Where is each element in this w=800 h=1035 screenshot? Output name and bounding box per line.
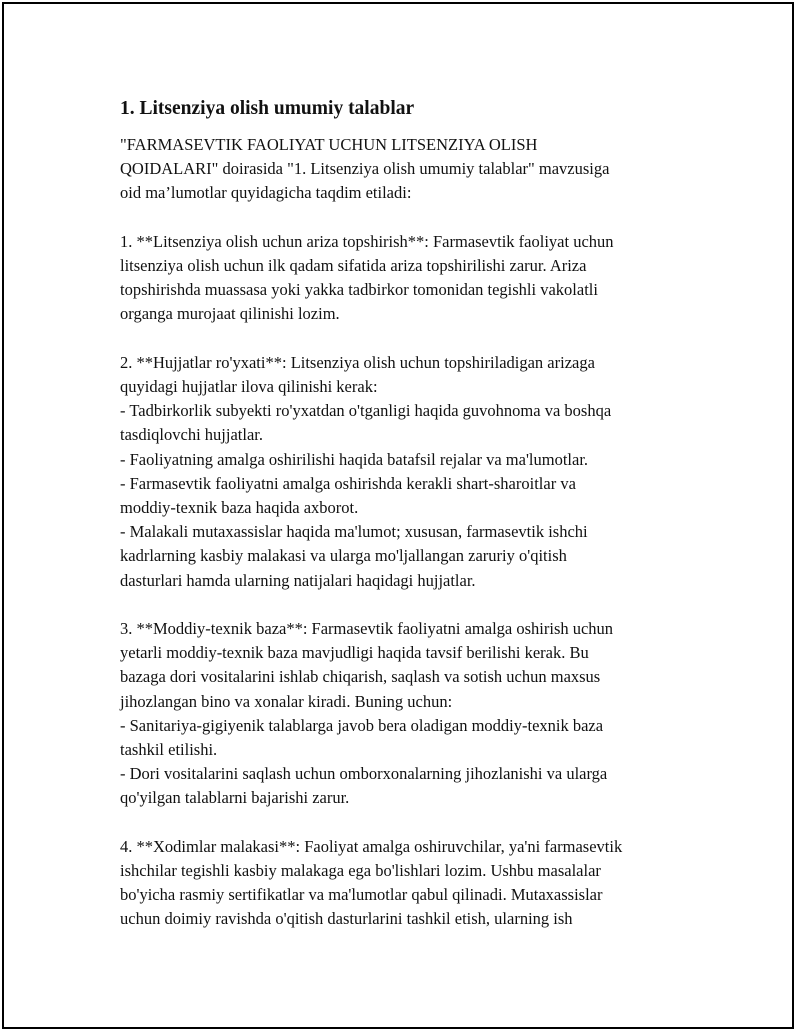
paragraph-gap [120, 206, 692, 230]
item-1-paragraph: 1. **Litsenziya olish uchun ariza topshirish**: Farmasevtik faoliyat uchun litsenziya olish uchun ilk qadam sifatida ariza topshirilishi zarur. Ariza topshirishda muassasa yoki yakka tadbirkor tomonidan tegishli vakolatli organga murojaat qilinishi lozim. [120, 231, 614, 324]
paragraph-gap [120, 593, 692, 617]
paragraph-gap [120, 811, 692, 835]
intro-paragraph: "FARMASEVTIK FAOLIYAT UCHUN LITSENZIYA OLISH QOIDALARI" doirasida "1. Litsenziya olish umumiy talablar" mavzusiga oid ma’lumotlar quyidagicha taqdim etiladi: [120, 135, 610, 203]
document-body [120, 96, 692, 932]
item-4-paragraph: 4. **Xodimlar malakasi**: Faoliyat amalga oshiruvchilar, ya'ni farmasevtik ishchilar tegishli kasbiy malakaga ega bo'lishlari lozim. Ushbu masalalar bo'yicha rasmiy sertifikatlar va ma'lumotlar qabul qilinadi. Mutaxassislar uchun doimiy ravishda o'qitish dasturlarini tashkil etish, ularning ish [120, 836, 623, 929]
document-page [2, 2, 794, 1029]
section-title: 1. Litsenziya olish umumiy talablar [120, 98, 415, 119]
item-3-paragraph: 3. **Moddiy-texnik baza**: Farmasevtik faoliyatni amalga oshirish uchun yetarli moddiy-texnik baza mavjudligi haqida tavsif berilishi kerak. Bu bazaga dori vositalarini ishlab chiqarish, saqlash va sotish uchun maxsus jihozlangan bino va xonalar kiradi. Buning uchun: - Sanitariya-gigiyenik talablarga javob bera oladigan moddiy-texnik baza tashkil etilishi. - Dori vositalarini saqlash uchun omborxonalarning jihozlanishi va ularga qo'yilgan talablarni bajarishi zarur. [120, 619, 614, 808]
item-2-paragraph: 2. **Hujjatlar ro'yxati**: Litsenziya olish uchun topshiriladigan arizaga quyidagi hujjatlar ilova qilinishi kerak: - Tadbirkorlik subyekti ro'yxatdan o'tganligi haqida guvohnoma va boshqa tasdiqlovchi hujjatlar. - Faoliyatning amalga oshirilishi haqida batafsil rejalar va ma'lumotlar. - Farmasevtik faoliyatni amalga oshirishda kerakli shart-sharoitlar va moddiy-texnik baza haqida axborot. - Malakali mutaxassislar haqida ma'lumot; xususan, farmasevtik ishchi kadrlarning kasbiy malakasi va ularga mo'ljallangan zaruriy o'qitish dasturlari hamda ularning natijalari haqidagi hujjatlar. [120, 352, 612, 590]
paragraph-gap [120, 327, 692, 351]
